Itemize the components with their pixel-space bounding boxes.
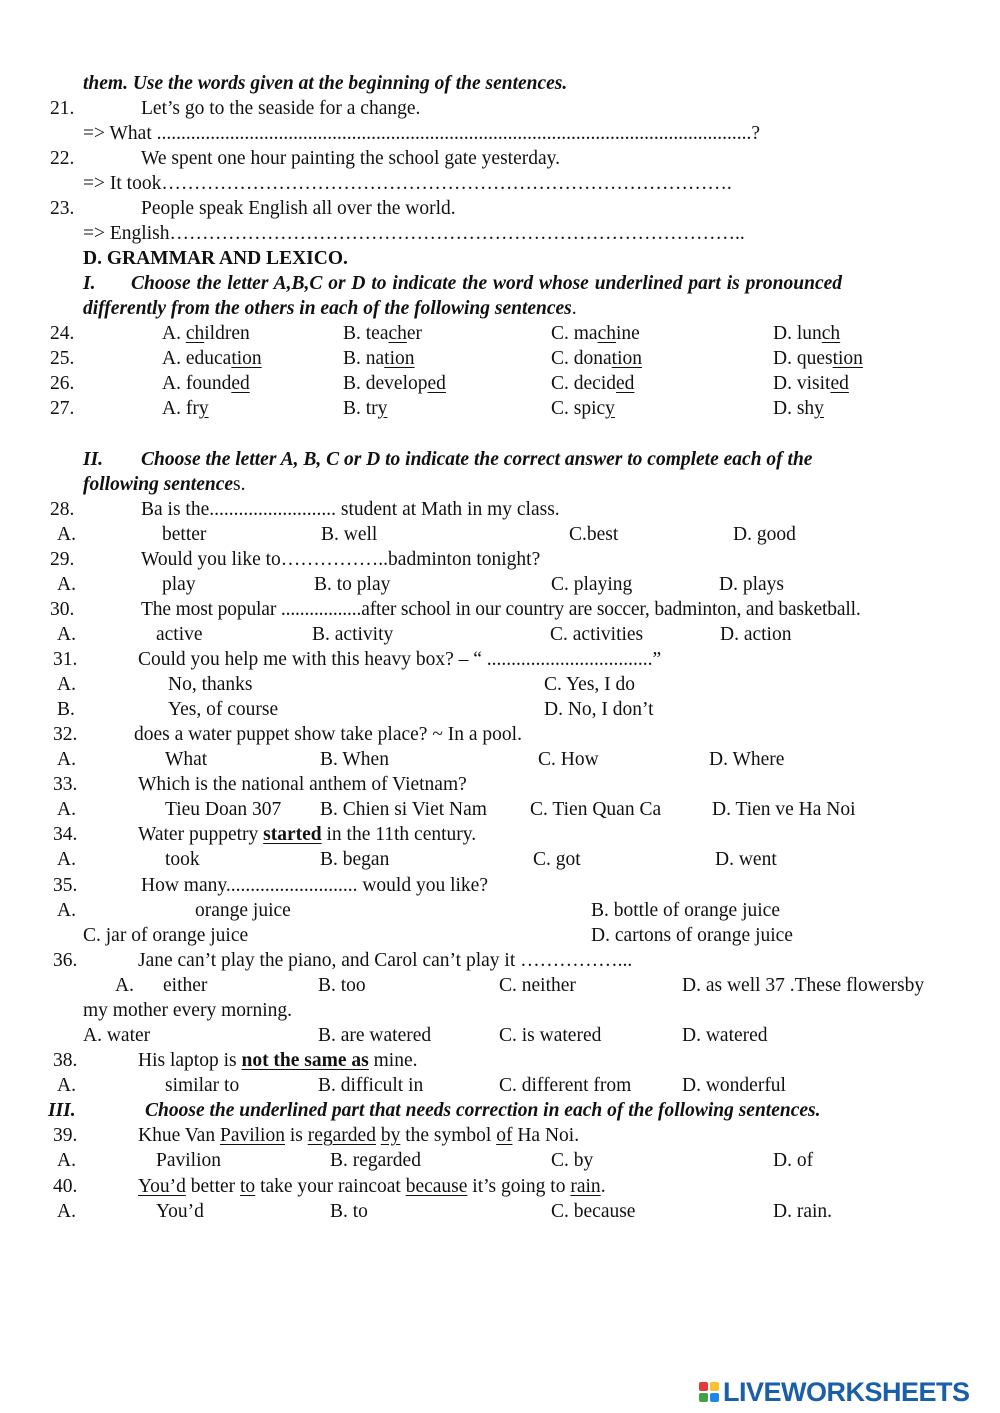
option-d[interactable]: D. No, I don’t [544,699,654,720]
question-number: 27. [50,398,75,419]
question-number: 25. [50,348,75,369]
option-a[interactable]: similar to [165,1075,240,1096]
option-b[interactable]: B. difficult in [318,1075,424,1096]
liveworksheets-logo [699,1377,970,1407]
question-stem: Would you like to……………..badminton tonight? [141,549,541,570]
option-a-letter: A. [57,749,76,770]
option-a[interactable]: better [162,524,207,545]
option-a[interactable]: You’d [156,1201,204,1222]
option-c[interactable]: C. playing [551,574,633,595]
part-instruction-line: differently from the others in each of the following sentences. [83,298,577,319]
question-number: 36. [53,950,78,971]
option-d[interactable]: D. good [733,524,796,545]
option-b[interactable]: B. teacher [343,323,423,344]
question-sentence: We spent one hour painting the school gate yesterday. [141,148,561,169]
option-a-letter: A. [57,1150,76,1171]
part-instruction: Choose the underlined part that needs correction in each of the following sentences. [145,1100,821,1121]
option-c[interactable]: C.best [569,524,619,545]
option-c[interactable]: C. by [551,1150,594,1171]
option-a[interactable]: Tieu Doan 307 [165,799,282,820]
question-number: 35. [53,875,78,896]
option-a-letter: A. [57,799,76,820]
question-stem: You’d better to take your raincoat because it’s going to rain. [138,1176,606,1197]
option-c[interactable]: C. Tien Quan Ca [530,799,662,820]
option-a[interactable]: orange juice [195,900,291,921]
option-b[interactable]: B. try [343,398,388,419]
question-stem: Could you help me with this heavy box? – “ ..................................” [138,649,662,670]
answer-line[interactable]: => English…………………………………………………………………………….. [83,223,745,244]
question-number: 39. [53,1125,78,1146]
question-sentence: People speak English all over the world. [141,198,456,219]
option-a[interactable]: A. water [83,1025,151,1046]
question-number: 29. [50,549,75,570]
option-c[interactable]: C. because [551,1201,636,1222]
option-a-letter: A. [57,574,76,595]
logo-square [710,1393,719,1402]
part-numeral: III. [48,1100,76,1121]
question-stem: Water puppetry started in the 11th century. [138,824,477,845]
option-b[interactable]: B. well [321,524,378,545]
option-a-letter: A. [57,1201,76,1222]
option-b[interactable]: B. to [330,1201,368,1222]
answer-line[interactable]: => What ..........................................................................................................................? [83,123,761,144]
option-a-letter: A. [57,524,76,545]
question-number: 38. [53,1050,78,1071]
key-word: started [263,824,322,845]
option-b[interactable]: B. too [318,975,366,996]
option-d[interactable]: D. lunch [773,323,841,344]
option-b[interactable]: B. to play [314,574,391,595]
option-c[interactable]: C. jar of orange juice [83,925,249,946]
option-a[interactable]: A. founded [162,373,250,394]
option-a[interactable]: took [165,849,200,870]
question-number: 23. [50,198,75,219]
question-number: 33. [53,774,78,795]
question-number: 31. [53,649,78,670]
option-c[interactable]: C. got [533,849,581,870]
option-a[interactable]: active [156,624,203,645]
option-d[interactable]: D. plays [719,574,784,595]
question-stem: Which is the national anthem of Vietnam? [138,774,467,795]
question-sentence: Let’s go to the seaside for a change. [141,98,421,119]
part-numeral: I. [83,273,96,294]
option-b[interactable]: B. Chien si Viet Nam [320,799,487,820]
option-c[interactable]: C. machine [551,323,640,344]
question-stem: His laptop is not the same as mine. [138,1050,418,1071]
option-a[interactable]: A. children [162,323,250,344]
question-stem: Khue Van Pavilion is regarded by the symbol of Ha Noi. [138,1125,580,1146]
option-a[interactable]: either [163,975,208,996]
logo-text: LIVEWORKSHEETS [723,1376,970,1407]
option-a-letter: A. [57,674,76,695]
option-d[interactable]: D. Where [709,749,785,770]
logo-square [699,1393,708,1402]
question-stem-continued: my mother every morning. [83,1000,293,1021]
option-a-letter: A. [115,975,134,996]
option-a[interactable]: What [165,749,208,770]
option-b[interactable]: Yes, of course [168,699,279,720]
logo-square [710,1382,719,1391]
part-instruction: Choose the letter A, B, C or D to indicate the correct answer to complete each of the [141,449,813,470]
question-number: 21. [50,98,75,119]
option-d[interactable]: D. action [720,624,792,645]
section-heading: D. GRAMMAR AND LEXICO. [83,248,348,269]
option-a[interactable]: Pavilion [156,1150,222,1171]
option-c[interactable]: C. spicy [551,398,615,419]
option-d[interactable]: D. as well 37 .These flowersby [682,975,925,996]
option-c[interactable]: C. donation [551,348,643,369]
option-d[interactable]: D. went [715,849,777,870]
question-number: 34. [53,824,78,845]
option-a-letter: A. [57,624,76,645]
option-d[interactable]: D. wonderful [682,1075,786,1096]
logo-mark-icon [699,1380,721,1404]
question-number: 22. [50,148,75,169]
option-b[interactable]: B. developed [343,373,446,394]
option-d[interactable]: D. Tien ve Ha Noi [712,799,856,820]
question-stem: The most popular .................after school in our country are soccer, badminton, and basketball. [141,599,861,620]
option-b[interactable]: B. When [320,749,389,770]
option-c[interactable]: C. Yes, I do [544,674,636,695]
question-number: 32. [53,724,78,745]
question-number: 26. [50,373,75,394]
part-instruction-line: following sentences. [83,474,246,495]
option-b[interactable]: B. nation [343,348,415,369]
option-d[interactable]: D. of [773,1150,814,1171]
option-a-letter: A. [57,1075,76,1096]
part-numeral: II. [83,449,104,470]
option-d[interactable]: D. question [773,348,863,369]
option-a[interactable]: A. education [162,348,262,369]
option-b[interactable]: B. bottle of orange juice [591,900,780,921]
question-number: 40. [53,1176,78,1197]
option-d[interactable]: D. visited [773,373,849,394]
option-a[interactable]: No, thanks [168,674,253,695]
question-stem: How many........................... would you like? [141,875,488,896]
option-a[interactable]: A. fry [162,398,209,419]
option-c[interactable]: C. neither [499,975,576,996]
option-b[interactable]: B. are watered [318,1025,432,1046]
question-number: 24. [50,323,75,344]
option-a[interactable]: play [162,574,196,595]
question-number: 28. [50,499,75,520]
question-stem: does a water puppet show take place? ~ In a pool. [134,724,522,745]
option-b[interactable]: B. regarded [330,1150,421,1171]
option-a-letter: A. [57,849,76,870]
question-number: 30. [50,599,75,620]
option-d[interactable]: D. watered [682,1025,768,1046]
option-c[interactable]: C. How [538,749,599,770]
option-b[interactable]: B. began [320,849,390,870]
answer-line[interactable]: => It took……………………………………………………………………………. [83,173,732,194]
instruction-continuation: them. Use the words given at the beginning of the sentences. [83,73,568,94]
option-d[interactable]: D. cartons of orange juice [591,925,793,946]
part-instruction: Choose the letter A,B,C or D to indicate the word whose underlined part is pronounced [131,273,843,294]
option-a-letter: A. [57,900,76,921]
option-c[interactable]: C. different from [499,1075,632,1096]
option-d[interactable]: D. rain. [773,1201,833,1222]
question-stem: Jane can’t play the piano, and Carol can’t play it ……………... [138,950,633,971]
option-c[interactable]: C. activities [550,624,644,645]
option-c[interactable]: C. decided [551,373,635,394]
option-d[interactable]: D. shy [773,398,824,419]
key-phrase: not the same as [241,1050,369,1071]
question-stem: Ba is the.......................... student at Math in my class. [141,499,560,520]
logo-square [699,1382,708,1391]
option-b-letter: B. [57,699,75,720]
option-b[interactable]: B. activity [312,624,394,645]
option-c[interactable]: C. is watered [499,1025,602,1046]
